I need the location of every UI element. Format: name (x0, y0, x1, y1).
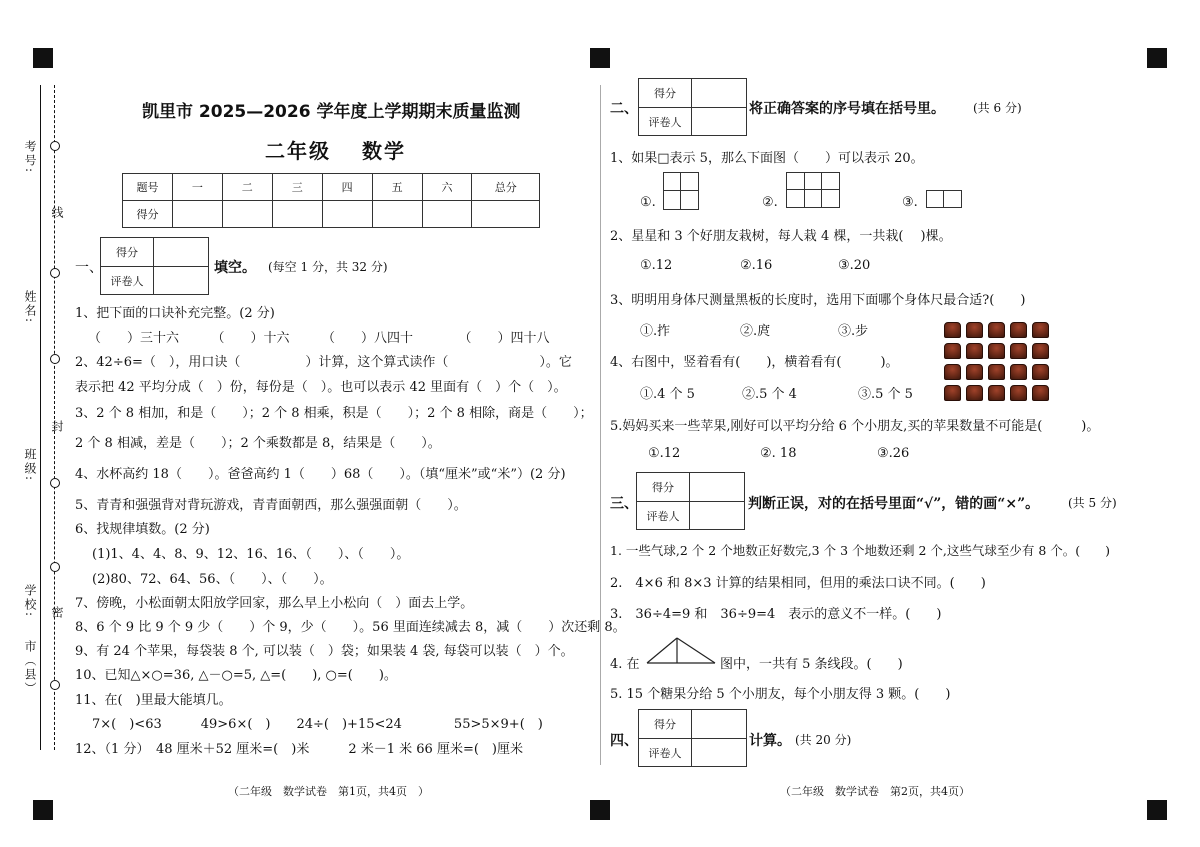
score-label: 得分 (637, 473, 690, 502)
section-number: 三、 (610, 496, 638, 512)
question-line: 1. 一些气球,2 个 2 个地数正好数完,3 个 3 个地数还剩 2 个,这些气球至少有 8 个。( ) (610, 543, 1111, 558)
binding-circle (50, 562, 60, 572)
registration-mark (1147, 48, 1167, 68)
option-label: ①.12 (648, 446, 681, 461)
score-entry[interactable] (154, 238, 208, 267)
question-line: 7×( )<63 49>6×( ) 24÷( )+15<24 55>5×9+( ) (92, 717, 543, 732)
question-line: 1、把下面的口诀补充完整。(2 分) (75, 306, 275, 321)
option-label: ①.12 (640, 258, 673, 273)
registration-mark (1147, 800, 1167, 820)
registration-mark (590, 800, 610, 820)
class-label: 班级: (23, 448, 37, 483)
score-cell[interactable] (422, 201, 472, 228)
option-label: ①. (640, 195, 656, 210)
option-label: ③. (902, 195, 918, 210)
grader-entry[interactable] (692, 108, 746, 135)
question-line: 3. 36÷4=9 和 36÷9=4 表示的意义不一样。( ) (610, 607, 942, 622)
section-note: (共 5 分) (1068, 496, 1117, 510)
page-subtitle: 二年级 数学 (265, 139, 406, 163)
grader-label: 评卷人 (639, 108, 692, 135)
option-label: ②.庹 (740, 324, 771, 339)
question-line: 2、星星和 3 个好朋友栽树，每人栽 4 棵，一共栽( )棵。 (610, 229, 952, 244)
question-line: 2、42÷6=（ ），用口诀（ ）计算，这个算式读作（ ）。它 (75, 355, 572, 370)
binding-circle (50, 478, 60, 488)
score-header: 总分 (472, 174, 540, 201)
page-divider (600, 85, 601, 765)
cupcake-grid-image (944, 322, 1054, 406)
score-table (122, 173, 540, 228)
section-score-box (100, 237, 209, 295)
grader-label: 评卷人 (637, 502, 690, 529)
score-header: 六 (422, 174, 472, 201)
question-line: (1)1、4、4、8、9、12、16、16、（ ）、（ ）。 (92, 547, 410, 562)
section-number: 四、 (610, 733, 638, 749)
section-score-box (638, 78, 747, 136)
option-label: ②. (762, 195, 778, 210)
score-header: 四 (322, 174, 372, 201)
question-line: 8、6 个 9 比 9 个 9 少（ ）个 9，少（ ）。56 里面连续减去 8，减（ ）次还剩 8。 (75, 620, 626, 635)
binding-dashed-line (54, 85, 55, 750)
binding-secret-char: 密 (50, 606, 64, 620)
score-row-label: 得分 (123, 201, 173, 228)
question-line: 5.妈妈买来一些苹果,刚好可以平均分给 6 个小朋友,买的苹果数量不可能是( )。 (610, 419, 1100, 434)
question-line: 12、（1 分） 48 厘米＋52 厘米=( )米 2 米－1 米 66 厘米=( )厘米 (75, 742, 523, 757)
score-entry[interactable] (692, 79, 746, 108)
question-line: 1、如果□表示 5，那么下面图（ ）可以表示 20。 (610, 151, 924, 166)
section-title: 将正确答案的序号填在括号里。 (749, 101, 945, 117)
section-note: (共 20 分) (795, 733, 852, 747)
option-label: ③.步 (838, 324, 869, 339)
score-label: 得分 (101, 238, 154, 267)
page-footer: （二年级 数学试卷 第2页，共4页） (780, 785, 970, 798)
registration-mark (33, 800, 53, 820)
option-label: ①.拃 (640, 324, 671, 339)
grader-entry[interactable] (692, 739, 746, 766)
question-line: 6、找规律填数。(2 分) (75, 522, 210, 537)
question-line: 3、明明用身体尺测量黑板的长度时，选用下面哪个身体尺最合适?( ) (610, 293, 1026, 308)
score-header: 三 (272, 174, 322, 201)
binding-circle (50, 680, 60, 690)
option-label: ②. 18 (760, 446, 797, 461)
section-number: 一、 (75, 260, 103, 276)
question-line: 9、有 24 个苹果，每袋装 8 个, 可以装（ ）袋；如果装 4 袋, 每袋可以装（ ）个。 (75, 644, 574, 659)
grader-entry[interactable] (154, 267, 208, 294)
exam-number-label: 考号: (23, 140, 37, 175)
school-label: 学校: (23, 584, 37, 619)
section-note: (每空 1 分，共 32 分) (268, 260, 388, 274)
triangle-figure (645, 636, 717, 666)
question-line: 11、在( )里最大能填几。 (75, 693, 232, 708)
page-title: 凯里市 2025—2026 学年度上学期期末质量监测 (142, 102, 521, 122)
grader-label: 评卷人 (101, 267, 154, 294)
page-footer: （二年级 数学试卷 第1页，共4页 ） (228, 785, 429, 798)
section-number: 二、 (610, 101, 638, 117)
binding-line-char: 线 (50, 206, 64, 220)
option-label: ③.26 (877, 446, 910, 461)
score-label: 得分 (639, 79, 692, 108)
question-line: (2)80、72、64、56、（ ）、（ ）。 (92, 572, 333, 587)
question-line: 表示把 42 平均分成（ ）份，每份是（ ）。也可以表示 42 里面有（ ）个（ ）。 (75, 380, 567, 395)
question-line: 2 个 8 相减，差是（ ）；2 个乘数都是 8，结果是（ ）。 (75, 436, 441, 451)
score-header: 题号 (123, 174, 173, 201)
score-entry[interactable] (690, 473, 744, 502)
score-cell[interactable] (372, 201, 422, 228)
question-line: （ ）三十六 （ ）十六 （ ）八四十 （ ）四十八 (88, 331, 550, 346)
option-label: ②.5 个 4 (742, 387, 797, 402)
option-label: ①.4 个 5 (640, 387, 695, 402)
score-cell[interactable] (172, 201, 222, 228)
section-title: 填空。 (214, 260, 256, 276)
binding-circle (50, 141, 60, 151)
grader-entry[interactable] (690, 502, 744, 529)
section-score-box (638, 709, 747, 767)
section-score-box (636, 472, 745, 530)
option-label: ③.20 (838, 258, 871, 273)
name-label: 姓名: (23, 290, 37, 325)
binding-seal-char: 封 (50, 420, 64, 434)
registration-mark (33, 48, 53, 68)
score-label: 得分 (639, 710, 692, 739)
section-title: 判断正误，对的在括号里面“√”，错的画“×”。 (748, 496, 1040, 512)
section-title: 计算。 (749, 733, 791, 749)
question-prefix: 4. 在 (610, 657, 640, 672)
registration-mark (590, 48, 610, 68)
grid-figure-a (663, 172, 699, 210)
score-cell[interactable] (222, 201, 272, 228)
score-entry[interactable] (692, 710, 746, 739)
question-line: 2. 4×6 和 8×3 计算的结果相同，但用的乘法口诀不同。( ) (610, 576, 986, 591)
question-line: 5、青青和强强背对背玩游戏，青青面朝西，那么强强面朝（ ）。 (75, 498, 467, 513)
option-label: ③.5 个 5 (858, 387, 913, 402)
score-header: 一 (172, 174, 222, 201)
question-line: 4、水杯高约 18（ ）。爸爸高约 1（ ）68（ ）。（填“厘米”或“米”）(2 分) (75, 467, 566, 482)
grader-label: 评卷人 (639, 739, 692, 766)
score-header: 二 (222, 174, 272, 201)
binding-circle (50, 268, 60, 278)
question-line: 图中，一共有 5 条线段。( ) (720, 657, 903, 672)
grid-figure-c (926, 190, 962, 208)
score-cell[interactable] (272, 201, 322, 228)
score-header: 五 (372, 174, 422, 201)
binding-circle (50, 354, 60, 364)
grid-figure-b (786, 172, 840, 208)
question-line: 10、已知△×○=36, △－○=5, △=( ), ○=( )。 (75, 668, 397, 683)
question-line: 5. 15 个糖果分给 5 个小朋友，每个小朋友得 3 颗。( ) (610, 687, 951, 702)
section-note: (共 6 分) (973, 101, 1022, 115)
question-line: 7、傍晚，小松面朝太阳放学回家，那么早上小松向（ ）面去上学。 (75, 596, 474, 611)
county-label: 市（县） (23, 640, 37, 696)
score-cell[interactable] (322, 201, 372, 228)
binding-line (40, 85, 41, 750)
question-line: 4、右图中，竖着看有( )，横着看有( )。 (610, 355, 899, 370)
score-cell[interactable] (472, 201, 540, 228)
option-label: ②.16 (740, 258, 773, 273)
question-line: 3、2 个 8 相加，和是（ ）；2 个 8 相乘，积是（ ）；2 个 8 相除，商是（ ）； (75, 406, 593, 421)
